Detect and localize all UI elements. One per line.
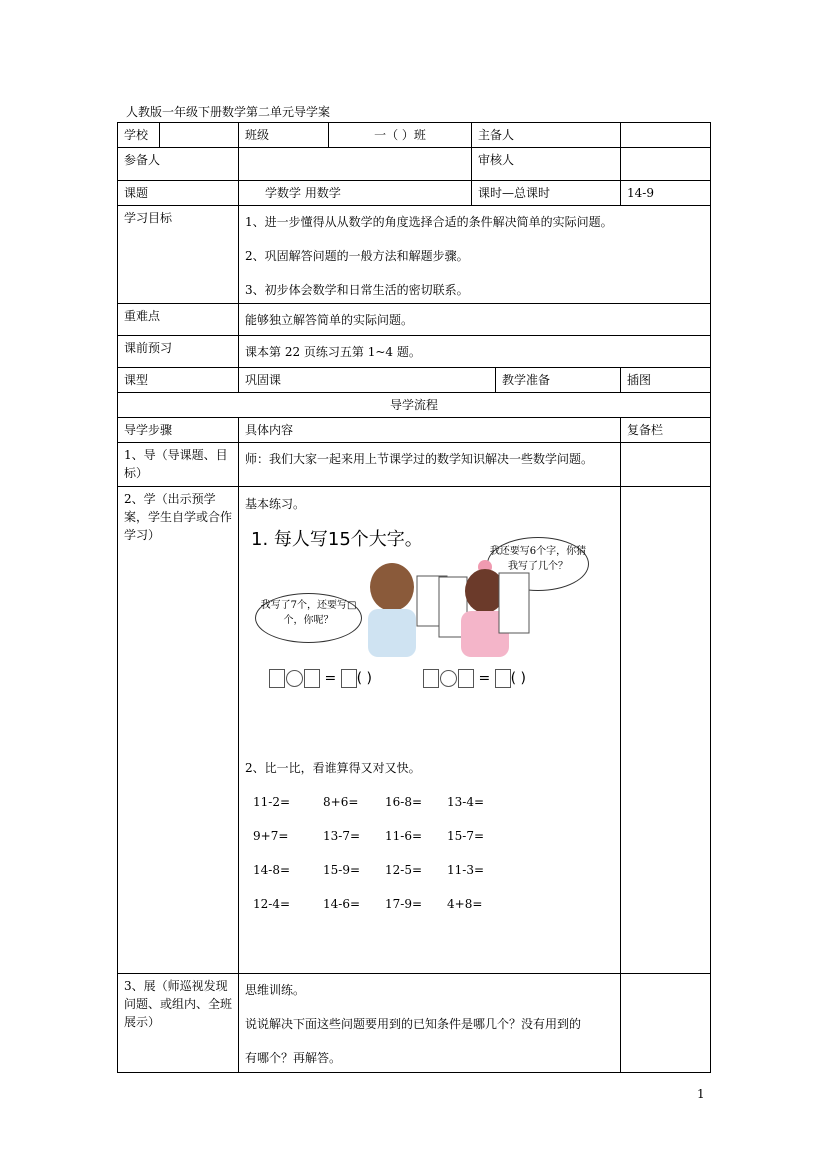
arithmetic-problem: 12-5= [385, 863, 423, 877]
exercise-2-heading: 2、比一比，看谁算得又对又快。 [245, 761, 421, 775]
thinking-heading: 思维训练。 [245, 983, 306, 997]
preview-label: 课前预习 [118, 336, 239, 368]
basic-practice-heading: 基本练习。 [245, 497, 306, 511]
objective-item: 2、巩固解答问题的一般方法和解题步骤。 [245, 249, 469, 263]
blank-box [495, 669, 511, 688]
step-2-content [239, 487, 621, 974]
blank-box [341, 669, 357, 688]
arithmetic-problem: 15-9= [323, 863, 361, 877]
arithmetic-problem: 16-8= [385, 795, 423, 809]
blank-box [423, 669, 439, 688]
participants-value [239, 148, 472, 181]
step-2-review [621, 487, 711, 974]
preparer-label: 主备人 [472, 123, 621, 148]
arithmetic-problem: 8+6= [323, 795, 359, 809]
key-points-value: 能够独立解答简单的实际问题。 [239, 304, 711, 336]
step-3-label: 3、展（师巡视发现问题、或组内、全班展示） [118, 974, 239, 1073]
illustration-heading: 1. 每人写15个大字。 [251, 529, 423, 550]
participants-label: 参备人 [118, 148, 239, 181]
arithmetic-problem: 17-9= [385, 897, 423, 911]
page-number: 1 [697, 1087, 705, 1101]
objectives-list [239, 206, 711, 304]
reviewer-value [621, 148, 711, 181]
prep-label: 教学准备 [496, 368, 621, 393]
preparer-value [621, 123, 711, 148]
key-points-label: 重难点 [118, 304, 239, 336]
arithmetic-problem: 11-6= [385, 829, 423, 843]
thinking-text-2: 有哪个？再解答。 [245, 1051, 342, 1065]
boy-speech-bubble: 我写了7个，还要写□个，你呢？ [255, 593, 362, 643]
lesson-plan-table [117, 122, 711, 1073]
arithmetic-problem: 14-6= [323, 897, 361, 911]
equation-row-1 [269, 669, 372, 688]
answer-paren: ( ) [356, 670, 373, 687]
blank-box [304, 669, 320, 688]
girl-speech-bubble: 我还要写6个字，你猜我写了几个？ [487, 537, 589, 591]
arithmetic-problem: 14-8= [253, 863, 291, 877]
arithmetic-problem: 13-7= [323, 829, 361, 843]
school-label: 学校 [118, 123, 160, 148]
lesson-type-label: 课型 [118, 368, 239, 393]
answer-paren: ( ) [510, 670, 527, 687]
step-1-review [621, 443, 711, 487]
period-label: 课时—总课时 [472, 181, 621, 206]
arithmetic-grid [245, 793, 614, 913]
equals-sign: = [478, 670, 491, 687]
textbook-illustration [245, 527, 590, 707]
blank-box [458, 669, 474, 688]
objective-item: 3、初步体会数学和日常生活的密切联系。 [245, 283, 469, 297]
step-3-content [239, 974, 621, 1073]
class-label: 班级 [239, 123, 329, 148]
arithmetic-problem: 12-4= [253, 897, 291, 911]
equation-row-2 [423, 669, 526, 688]
arithmetic-problem: 11-3= [447, 863, 485, 877]
prep-value: 插图 [621, 368, 711, 393]
topic-label: 课题 [118, 181, 239, 206]
col-review-header: 复备栏 [621, 418, 711, 443]
step-1-label: 1、导（导课题、目标） [118, 443, 239, 487]
equals-sign: = [324, 670, 337, 687]
flow-section-title: 导学流程 [118, 393, 711, 418]
arithmetic-problem: 9+7= [253, 829, 289, 843]
preview-value: 课本第 22 页练习五第 1~4 题。 [239, 336, 711, 368]
document-title: 人教版一年级下册数学第二单元导学案 [126, 105, 331, 119]
school-value [160, 123, 239, 148]
objectives-label: 学习目标 [118, 206, 239, 304]
arithmetic-problem: 15-7= [447, 829, 485, 843]
lesson-type-value: 巩固课 [239, 368, 496, 393]
arithmetic-problem: 11-2= [253, 795, 291, 809]
step-1-content: 师：我们大家一起来用上节课学过的数学知识解决一些数学问题。 [239, 443, 621, 487]
thinking-text-1: 说说解决下面这些问题要用到的已知条件是哪几个？没有用到的 [245, 1017, 582, 1031]
operator-circle [286, 670, 303, 687]
step-3-review [621, 974, 711, 1073]
step-2-label: 2、学（出示预学案，学生自学或合作学习） [118, 487, 239, 974]
period-value: 14-9 [621, 181, 711, 206]
col-content-header: 具体内容 [239, 418, 621, 443]
arithmetic-problem: 13-4= [447, 795, 485, 809]
objective-item: 1、进一步懂得从从数学的角度选择合适的条件解决简单的实际问题。 [245, 215, 613, 229]
reviewer-label: 审核人 [472, 148, 621, 181]
girl-open-book-icon [497, 567, 533, 637]
topic-value: 学数学 用数学 [239, 181, 472, 206]
blank-box [269, 669, 285, 688]
col-step-header: 导学步骤 [118, 418, 239, 443]
arithmetic-problem: 4+8= [447, 897, 483, 911]
operator-circle [440, 670, 457, 687]
class-value: 一（ ）班 [329, 123, 472, 148]
